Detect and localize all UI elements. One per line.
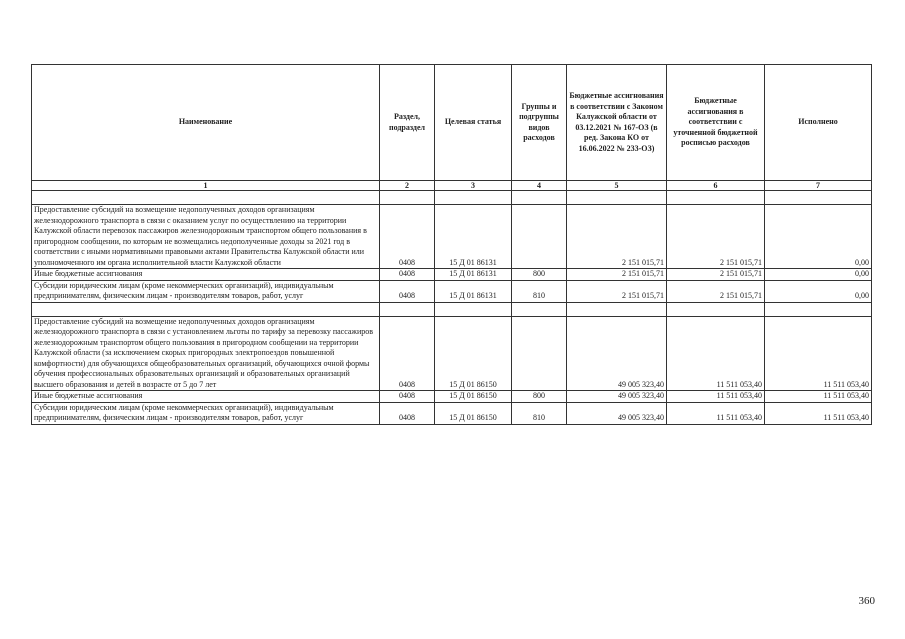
column-number: 1	[32, 181, 380, 191]
row-group: 810	[512, 280, 567, 302]
row-executed-amount: 0,00	[765, 269, 872, 281]
row-group	[512, 205, 567, 269]
row-law-amount: 2 151 015,71	[567, 269, 667, 281]
spacer-cell	[667, 191, 765, 205]
spacer-cell	[435, 302, 512, 316]
table-row	[32, 391, 872, 403]
row-executed-amount: 11 511 053,40	[765, 316, 872, 391]
spacer-cell	[435, 191, 512, 205]
row-executed-amount: 11 511 053,40	[765, 391, 872, 403]
page-number: 360	[858, 595, 875, 607]
row-refined-amount: 2 151 015,71	[667, 205, 765, 269]
row-target: 15 Д 01 86150	[435, 402, 512, 424]
column-number: 3	[435, 181, 512, 191]
row-name: Иные бюджетные ассигнования	[32, 269, 380, 281]
spacer-cell	[32, 191, 380, 205]
header-executed: Исполнено	[765, 65, 872, 181]
row-law-amount: 2 151 015,71	[567, 280, 667, 302]
spacer-cell	[380, 191, 435, 205]
row-target: 15 Д 01 86131	[435, 269, 512, 281]
table-row	[32, 205, 872, 269]
row-refined-amount: 11 511 053,40	[667, 391, 765, 403]
table-row	[32, 280, 872, 302]
row-name: Субсидии юридическим лицам (кроме некоммерческих организаций), индивидуальным предпринимателям, физическим лицам - производителям товаров, работ, услуг	[32, 402, 380, 424]
row-target: 15 Д 01 86150	[435, 391, 512, 403]
row-executed-amount: 0,00	[765, 280, 872, 302]
row-group: 800	[512, 269, 567, 281]
spacer-cell	[32, 302, 380, 316]
row-section: 0408	[380, 402, 435, 424]
row-law-amount: 2 151 015,71	[567, 205, 667, 269]
row-section: 0408	[380, 316, 435, 391]
spacer-cell	[765, 302, 872, 316]
row-refined-amount: 11 511 053,40	[667, 316, 765, 391]
row-law-amount: 49 005 323,40	[567, 316, 667, 391]
row-group	[512, 316, 567, 391]
row-section: 0408	[380, 391, 435, 403]
row-law-amount: 49 005 323,40	[567, 391, 667, 403]
row-group: 800	[512, 391, 567, 403]
row-name: Субсидии юридическим лицам (кроме некоммерческих организаций), индивидуальным предпринимателям, физическим лицам - производителям товаров, работ, услуг	[32, 280, 380, 302]
spacer-row	[32, 302, 872, 316]
column-number: 2	[380, 181, 435, 191]
row-target: 15 Д 01 86150	[435, 316, 512, 391]
column-number: 5	[567, 181, 667, 191]
spacer-cell	[512, 302, 567, 316]
row-section: 0408	[380, 205, 435, 269]
column-number-row	[32, 181, 872, 191]
row-target: 15 Д 01 86131	[435, 205, 512, 269]
header-name: Наименование	[32, 65, 380, 181]
header-law-allocations: Бюджетные ассигнования в соответствии с Законом Калужской области от 03.12.2021 № 167-ОЗ (в ред. Закона КО от 16.06.2022 № 233-ОЗ)	[567, 65, 667, 181]
row-target: 15 Д 01 86131	[435, 280, 512, 302]
column-number: 6	[667, 181, 765, 191]
spacer-cell	[567, 191, 667, 205]
row-section: 0408	[380, 280, 435, 302]
header-row	[32, 65, 872, 181]
row-refined-amount: 2 151 015,71	[667, 280, 765, 302]
budget-table	[31, 64, 872, 425]
row-refined-amount: 2 151 015,71	[667, 269, 765, 281]
column-number: 7	[765, 181, 872, 191]
row-law-amount: 49 005 323,40	[567, 402, 667, 424]
row-executed-amount: 11 511 053,40	[765, 402, 872, 424]
row-name: Иные бюджетные ассигнования	[32, 391, 380, 403]
header-target: Целевая статья	[435, 65, 512, 181]
row-name: Предоставление субсидий на возмещение недополученных доходов организациям железнодорожного транспорта в связи с оказанием услуг по осуществлению на территории Калужской области перевозок пассажиров железнодорожным транспортом общего пользования в пригородном сообщении, по которым не возмещались недополученные доходы за 2021 год в соответствии с иными нормативными правовыми актами Правительства Калужской области или уполномоченного им органа исполнительной власти Калужской области	[32, 205, 380, 269]
column-number: 4	[512, 181, 567, 191]
row-name: Предоставление субсидий на возмещение недополученных доходов организациям железнодорожного транспорта в связи с установлением льготы по тарифу за перевозку пассажиров железнодорожным транспортом общего пользования в пригородном сообщении на территории Калужской области (за исключением скорых пригородных электропоездов повышенной комфортности) для обучающихся общеобразовательных организаций, обучающихся очной формы обучения профессиональных образовательных организаций и образовательных организаций высшего образования и детей в возрасте от 5 до 7 лет	[32, 316, 380, 391]
spacer-cell	[667, 302, 765, 316]
header-group: Группы и подгруппы видов расходов	[512, 65, 567, 181]
spacer-cell	[765, 191, 872, 205]
spacer-cell	[567, 302, 667, 316]
table-row	[32, 402, 872, 424]
header-refined-allocations: Бюджетные ассигнования в соответствии с уточненной бюджетной росписью расходов	[667, 65, 765, 181]
spacer-row	[32, 191, 872, 205]
spacer-cell	[380, 302, 435, 316]
table-row	[32, 269, 872, 281]
row-section: 0408	[380, 269, 435, 281]
table-row	[32, 316, 872, 391]
row-executed-amount: 0,00	[765, 205, 872, 269]
row-refined-amount: 11 511 053,40	[667, 402, 765, 424]
header-section: Раздел, подраздел	[380, 65, 435, 181]
row-group: 810	[512, 402, 567, 424]
spacer-cell	[512, 191, 567, 205]
